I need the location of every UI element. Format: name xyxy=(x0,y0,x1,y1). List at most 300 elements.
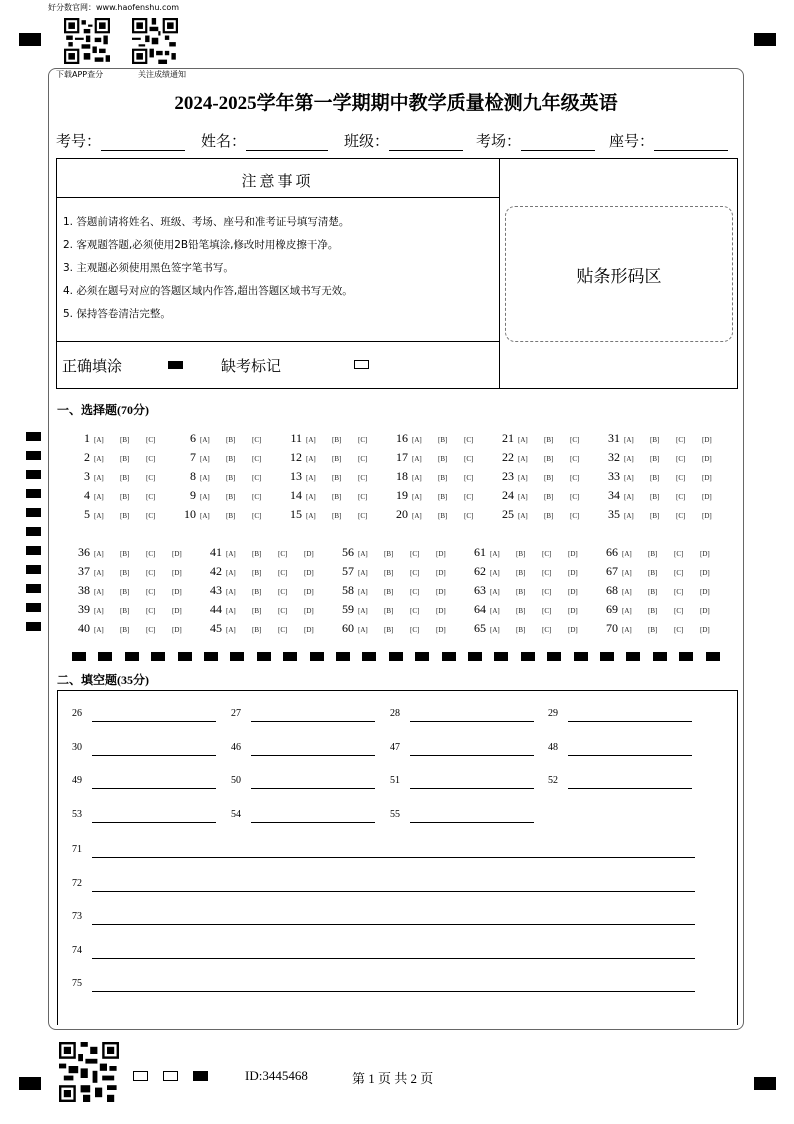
question-row xyxy=(598,431,728,446)
answer-bubble-c[interactable]: [C] xyxy=(278,607,288,615)
answer-bubble-c[interactable]: [C] xyxy=(146,607,156,615)
question-row xyxy=(280,507,384,522)
answer-bubble-b[interactable]: [B] xyxy=(226,512,236,520)
answer-bubble-d[interactable]: [D] xyxy=(172,607,182,615)
answer-bubble-c[interactable]: [C] xyxy=(146,512,156,520)
answer-bubble-c[interactable]: [C] xyxy=(570,474,580,482)
fill-answer-line[interactable] xyxy=(251,822,375,823)
answer-bubble-a[interactable]: [A] xyxy=(226,588,236,596)
question-row xyxy=(174,431,278,446)
answer-bubble-b[interactable]: [B] xyxy=(544,512,554,520)
answer-bubble-c[interactable]: [C] xyxy=(410,607,420,615)
fill-answer-line[interactable] xyxy=(251,721,375,722)
question-row xyxy=(280,469,384,484)
question-row xyxy=(598,469,728,484)
answer-bubble-b[interactable]: [B] xyxy=(648,550,658,558)
answer-bubble-b[interactable]: [B] xyxy=(252,569,262,577)
page-marker-filled xyxy=(193,1071,208,1081)
answer-bubble-a[interactable]: [A] xyxy=(200,436,210,444)
fill-answer-line[interactable] xyxy=(92,991,695,992)
answer-bubble-a[interactable]: [A] xyxy=(94,626,104,634)
answer-bubble-a[interactable]: [A] xyxy=(624,474,634,482)
fill-answer-line[interactable] xyxy=(92,822,216,823)
fill-answer-line[interactable] xyxy=(92,891,695,892)
answer-bubble-b[interactable]: [B] xyxy=(544,455,554,463)
answer-bubble-b[interactable]: [B] xyxy=(226,474,236,482)
answer-bubble-b[interactable]: [B] xyxy=(120,588,130,596)
answer-bubble-b[interactable]: [B] xyxy=(384,550,394,558)
answer-bubble-c[interactable]: [C] xyxy=(542,626,552,634)
answer-bubble-b[interactable]: [B] xyxy=(438,512,448,520)
answer-bubble-b[interactable]: [B] xyxy=(544,474,554,482)
answer-bubble-a[interactable]: [A] xyxy=(226,550,236,558)
question-row xyxy=(598,450,728,465)
answer-bubble-b[interactable]: [B] xyxy=(252,550,262,558)
answer-bubble-b[interactable]: [B] xyxy=(384,626,394,634)
answer-bubble-d[interactable]: [D] xyxy=(700,626,710,634)
answer-bubble-c[interactable]: [C] xyxy=(358,512,368,520)
answer-bubble-c[interactable]: [C] xyxy=(464,493,474,501)
answer-bubble-a[interactable]: [A] xyxy=(200,512,210,520)
answer-bubble-c[interactable]: [C] xyxy=(358,474,368,482)
answer-bubble-b[interactable]: [B] xyxy=(516,626,526,634)
question-number: 68 xyxy=(606,583,618,597)
answer-bubble-b[interactable]: [B] xyxy=(226,436,236,444)
answer-bubble-c[interactable]: [C] xyxy=(252,493,262,501)
answer-bubble-b[interactable]: [B] xyxy=(516,607,526,615)
answer-bubble-b[interactable]: [B] xyxy=(384,588,394,596)
question-row xyxy=(68,450,172,465)
timing-dash xyxy=(600,652,614,661)
answer-bubble-c[interactable]: [C] xyxy=(410,626,420,634)
answer-bubble-d[interactable]: [D] xyxy=(436,569,446,577)
answer-bubble-c[interactable]: [C] xyxy=(570,512,580,520)
timing-marker xyxy=(26,508,41,517)
answer-bubble-a[interactable]: [A] xyxy=(94,607,104,615)
answer-bubble-b[interactable]: [B] xyxy=(120,569,130,577)
answer-bubble-a[interactable]: [A] xyxy=(490,607,500,615)
answer-bubble-b[interactable]: [B] xyxy=(650,455,660,463)
question-row xyxy=(386,488,490,503)
answer-bubble-c[interactable]: [C] xyxy=(542,569,552,577)
fill-answer-line[interactable] xyxy=(410,788,534,789)
question-row xyxy=(200,545,330,560)
question-row xyxy=(68,488,172,503)
answer-bubble-b[interactable]: [B] xyxy=(120,550,130,558)
answer-bubble-d[interactable]: [D] xyxy=(436,626,446,634)
answer-bubble-b[interactable]: [B] xyxy=(650,436,660,444)
answer-bubble-a[interactable]: [A] xyxy=(358,607,368,615)
answer-bubble-b[interactable]: [B] xyxy=(516,550,526,558)
answer-bubble-a[interactable]: [A] xyxy=(358,626,368,634)
answer-bubble-a[interactable]: [A] xyxy=(490,550,500,558)
answer-bubble-d[interactable]: [D] xyxy=(700,588,710,596)
question-number: 1 xyxy=(84,431,90,445)
answer-bubble-a[interactable]: [A] xyxy=(622,607,632,615)
answer-bubble-a[interactable]: [A] xyxy=(226,626,236,634)
fill-answer-line[interactable] xyxy=(92,857,695,858)
class-field[interactable] xyxy=(344,130,463,151)
answer-bubble-b[interactable]: [B] xyxy=(650,493,660,501)
answer-bubble-c[interactable]: [C] xyxy=(278,588,288,596)
question-row xyxy=(598,507,728,522)
answer-bubble-a[interactable]: [A] xyxy=(412,436,422,444)
question-number: 3 xyxy=(84,469,90,483)
barcode-label: 贴条形码区 xyxy=(576,266,662,287)
answer-bubble-c[interactable]: [C] xyxy=(570,493,580,501)
answer-bubble-d[interactable]: [D] xyxy=(702,512,712,520)
answer-bubble-c[interactable]: [C] xyxy=(676,436,686,444)
answer-bubble-b[interactable]: [B] xyxy=(120,474,130,482)
page-marker-empty xyxy=(163,1071,178,1081)
fill-question-number: 54 xyxy=(231,808,241,820)
question-row xyxy=(464,602,594,617)
answer-bubble-d[interactable]: [D] xyxy=(304,569,314,577)
answer-bubble-a[interactable]: [A] xyxy=(94,436,104,444)
answer-bubble-a[interactable]: [A] xyxy=(624,512,634,520)
answer-bubble-c[interactable]: [C] xyxy=(252,455,262,463)
answer-bubble-d[interactable]: [D] xyxy=(172,626,182,634)
answer-bubble-d[interactable]: [D] xyxy=(172,588,182,596)
answer-bubble-c[interactable]: [C] xyxy=(252,474,262,482)
timing-dash xyxy=(257,652,271,661)
corner-marker xyxy=(19,33,41,46)
answer-bubble-d[interactable]: [D] xyxy=(304,626,314,634)
answer-bubble-a[interactable]: [A] xyxy=(94,588,104,596)
answer-bubble-a[interactable]: [A] xyxy=(306,474,316,482)
answer-bubble-c[interactable]: [C] xyxy=(464,455,474,463)
answer-bubble-b[interactable]: [B] xyxy=(648,588,658,596)
answer-bubble-b[interactable]: [B] xyxy=(332,474,342,482)
answer-bubble-a[interactable]: [A] xyxy=(518,493,528,501)
exam-number-field[interactable] xyxy=(56,130,185,151)
answer-bubble-d[interactable]: [D] xyxy=(568,626,578,634)
answer-bubble-a[interactable]: [A] xyxy=(518,512,528,520)
answer-bubble-d[interactable]: [D] xyxy=(436,607,446,615)
answer-bubble-b[interactable]: [B] xyxy=(120,626,130,634)
answer-bubble-c[interactable]: [C] xyxy=(542,607,552,615)
answer-bubble-c[interactable]: [C] xyxy=(464,474,474,482)
answer-bubble-a[interactable]: [A] xyxy=(94,493,104,501)
answer-bubble-b[interactable]: [B] xyxy=(332,512,342,520)
timing-dash xyxy=(468,652,482,661)
answer-bubble-c[interactable]: [C] xyxy=(358,455,368,463)
timing-marker xyxy=(26,470,41,479)
answer-bubble-d[interactable]: [D] xyxy=(304,588,314,596)
answer-bubble-b[interactable]: [B] xyxy=(332,436,342,444)
page-marker-empty xyxy=(133,1071,148,1081)
timing-dash xyxy=(706,652,720,661)
answer-bubble-a[interactable]: [A] xyxy=(94,474,104,482)
answer-bubble-c[interactable]: [C] xyxy=(358,436,368,444)
question-number: 60 xyxy=(342,621,354,635)
answer-bubble-a[interactable]: [A] xyxy=(358,569,368,577)
fill-answer-line[interactable] xyxy=(251,755,375,756)
question-row xyxy=(386,469,490,484)
fill-question-number: 30 xyxy=(72,741,82,753)
fill-answer-line[interactable] xyxy=(410,721,534,722)
fill-answer-line[interactable] xyxy=(92,755,216,756)
timing-marker xyxy=(26,603,41,612)
answer-bubble-d[interactable]: [D] xyxy=(436,588,446,596)
question-number: 70 xyxy=(606,621,618,635)
answer-bubble-c[interactable]: [C] xyxy=(410,588,420,596)
name-field[interactable] xyxy=(201,130,328,151)
answer-bubble-a[interactable]: [A] xyxy=(624,455,634,463)
answer-bubble-b[interactable]: [B] xyxy=(252,626,262,634)
question-row xyxy=(596,602,726,617)
question-number: 69 xyxy=(606,602,618,616)
answer-bubble-c[interactable]: [C] xyxy=(674,607,684,615)
timing-dash xyxy=(626,652,640,661)
answer-bubble-c[interactable]: [C] xyxy=(252,436,262,444)
answer-bubble-b[interactable]: [B] xyxy=(650,474,660,482)
answer-bubble-d[interactable]: [D] xyxy=(700,569,710,577)
answer-bubble-a[interactable]: [A] xyxy=(622,569,632,577)
answer-bubble-b[interactable]: [B] xyxy=(516,569,526,577)
timing-marker xyxy=(26,622,41,631)
timing-dash xyxy=(204,652,218,661)
answer-bubble-b[interactable]: [B] xyxy=(648,569,658,577)
fill-answer-line[interactable] xyxy=(92,958,695,959)
answer-bubble-c[interactable]: [C] xyxy=(410,550,420,558)
exam-title: 2024-2025学年第一学期期中教学质量检测九年级英语 xyxy=(174,93,618,114)
fill-answer-line[interactable] xyxy=(251,788,375,789)
answer-bubble-b[interactable]: [B] xyxy=(252,588,262,596)
answer-bubble-a[interactable]: [A] xyxy=(306,436,316,444)
answer-bubble-d[interactable]: [D] xyxy=(702,474,712,482)
answer-bubble-d[interactable]: [D] xyxy=(700,550,710,558)
answer-bubble-a[interactable]: [A] xyxy=(94,550,104,558)
answer-bubble-c[interactable]: [C] xyxy=(146,569,156,577)
answer-bubble-b[interactable]: [B] xyxy=(332,455,342,463)
question-row xyxy=(200,564,330,579)
answer-bubble-a[interactable]: [A] xyxy=(622,550,632,558)
answer-bubble-c[interactable]: [C] xyxy=(146,550,156,558)
answer-bubble-a[interactable]: [A] xyxy=(412,493,422,501)
answer-bubble-a[interactable]: [A] xyxy=(94,512,104,520)
answer-bubble-b[interactable]: [B] xyxy=(332,493,342,501)
answer-bubble-d[interactable]: [D] xyxy=(436,550,446,558)
answer-bubble-d[interactable]: [D] xyxy=(700,607,710,615)
timing-dash xyxy=(547,652,561,661)
fill-answer-line[interactable] xyxy=(92,924,695,925)
answer-bubble-b[interactable]: [B] xyxy=(384,607,394,615)
answer-bubble-a[interactable]: [A] xyxy=(358,550,368,558)
answer-bubble-b[interactable]: [B] xyxy=(120,455,130,463)
answer-bubble-c[interactable]: [C] xyxy=(146,588,156,596)
answer-bubble-a[interactable]: [A] xyxy=(94,455,104,463)
answer-bubble-a[interactable]: [A] xyxy=(306,512,316,520)
answer-bubble-d[interactable]: [D] xyxy=(568,588,578,596)
answer-bubble-c[interactable]: [C] xyxy=(542,588,552,596)
answer-bubble-c[interactable]: [C] xyxy=(410,569,420,577)
answer-bubble-c[interactable]: [C] xyxy=(278,569,288,577)
fill-answer-line[interactable] xyxy=(92,788,216,789)
answer-bubble-b[interactable]: [B] xyxy=(648,607,658,615)
answer-bubble-a[interactable]: [A] xyxy=(518,436,528,444)
answer-bubble-c[interactable]: [C] xyxy=(146,493,156,501)
answer-bubble-a[interactable]: [A] xyxy=(412,512,422,520)
question-row xyxy=(464,545,594,560)
answer-bubble-c[interactable]: [C] xyxy=(674,569,684,577)
answer-bubble-a[interactable]: [A] xyxy=(200,474,210,482)
fill-question-number: 47 xyxy=(390,741,400,753)
answer-bubble-a[interactable]: [A] xyxy=(306,493,316,501)
answer-bubble-d[interactable]: [D] xyxy=(172,550,182,558)
answer-bubble-b[interactable]: [B] xyxy=(120,512,130,520)
question-row xyxy=(492,431,596,446)
answer-bubble-b[interactable]: [B] xyxy=(120,436,130,444)
timing-marker xyxy=(26,527,41,536)
question-row xyxy=(492,488,596,503)
answer-bubble-a[interactable]: [A] xyxy=(518,474,528,482)
answer-bubble-c[interactable]: [C] xyxy=(674,550,684,558)
answer-bubble-d[interactable]: [D] xyxy=(304,550,314,558)
exam-room-field[interactable] xyxy=(476,130,595,151)
timing-dash xyxy=(98,652,112,661)
answer-bubble-a[interactable]: [A] xyxy=(358,588,368,596)
answer-bubble-c[interactable]: [C] xyxy=(676,512,686,520)
question-row xyxy=(492,450,596,465)
answer-bubble-b[interactable]: [B] xyxy=(438,455,448,463)
question-number: 37 xyxy=(78,564,90,578)
answer-bubble-d[interactable]: [D] xyxy=(702,493,712,501)
question-number: 10 xyxy=(184,507,196,521)
fill-question-number: 46 xyxy=(231,741,241,753)
answer-bubble-d[interactable]: [D] xyxy=(702,455,712,463)
answer-bubble-d[interactable]: [D] xyxy=(568,569,578,577)
question-number: 24 xyxy=(502,488,514,502)
answer-bubble-d[interactable]: [D] xyxy=(568,607,578,615)
answer-bubble-b[interactable]: [B] xyxy=(226,455,236,463)
fill-question-number: 53 xyxy=(72,808,82,820)
answer-bubble-c[interactable]: [C] xyxy=(278,550,288,558)
fill-question-number: 55 xyxy=(390,808,400,820)
answer-bubble-c[interactable]: [C] xyxy=(676,474,686,482)
timing-dash xyxy=(574,652,588,661)
fill-answer-line[interactable] xyxy=(568,721,692,722)
answer-bubble-b[interactable]: [B] xyxy=(226,493,236,501)
answer-bubble-b[interactable]: [B] xyxy=(384,569,394,577)
answer-bubble-b[interactable]: [B] xyxy=(516,588,526,596)
answer-bubble-a[interactable]: [A] xyxy=(306,455,316,463)
answer-bubble-a[interactable]: [A] xyxy=(490,569,500,577)
question-number: 41 xyxy=(210,545,222,559)
answer-bubble-a[interactable]: [A] xyxy=(622,588,632,596)
timing-dash xyxy=(310,652,324,661)
answer-bubble-c[interactable]: [C] xyxy=(358,493,368,501)
answer-bubble-a[interactable]: [A] xyxy=(490,588,500,596)
fill-answer-line[interactable] xyxy=(410,755,534,756)
answer-bubble-a[interactable]: [A] xyxy=(490,626,500,634)
answer-bubble-c[interactable]: [C] xyxy=(252,512,262,520)
notice-item: 2. 客观题答题,必须使用2B铅笔填涂,修改时用橡皮擦干净。 xyxy=(63,239,339,251)
answer-bubble-c[interactable]: [C] xyxy=(278,626,288,634)
answer-bubble-c[interactable]: [C] xyxy=(676,455,686,463)
answer-bubble-c[interactable]: [C] xyxy=(464,512,474,520)
question-row xyxy=(492,469,596,484)
timing-marker xyxy=(26,432,41,441)
answer-bubble-a[interactable]: [A] xyxy=(412,474,422,482)
answer-bubble-c[interactable]: [C] xyxy=(146,474,156,482)
answer-bubble-b[interactable]: [B] xyxy=(252,607,262,615)
answer-bubble-b[interactable]: [B] xyxy=(120,493,130,501)
timing-dash xyxy=(415,652,429,661)
fill-answer-line[interactable] xyxy=(568,755,692,756)
answer-bubble-a[interactable]: [A] xyxy=(200,455,210,463)
notice-divider xyxy=(499,158,500,389)
question-number: 11 xyxy=(290,431,302,445)
question-number: 14 xyxy=(290,488,302,502)
answer-bubble-d[interactable]: [D] xyxy=(702,436,712,444)
answer-bubble-b[interactable]: [B] xyxy=(650,512,660,520)
fill-question-number: 26 xyxy=(72,708,82,719)
question-number: 34 xyxy=(608,488,620,502)
answer-bubble-c[interactable]: [C] xyxy=(676,493,686,501)
question-row xyxy=(200,602,330,617)
question-number: 43 xyxy=(210,583,222,597)
question-number: 8 xyxy=(190,469,196,483)
answer-bubble-c[interactable]: [C] xyxy=(674,626,684,634)
answer-bubble-d[interactable]: [D] xyxy=(568,550,578,558)
answer-bubble-b[interactable]: [B] xyxy=(544,493,554,501)
answer-bubble-c[interactable]: [C] xyxy=(570,436,580,444)
answer-bubble-c[interactable]: [C] xyxy=(570,455,580,463)
answer-bubble-c[interactable]: [C] xyxy=(146,455,156,463)
answer-bubble-a[interactable]: [A] xyxy=(412,455,422,463)
timing-dash xyxy=(336,652,350,661)
question-row xyxy=(68,545,198,560)
fill-answer-line[interactable] xyxy=(568,788,692,789)
notice-item: 1. 答题前请将姓名、班级、考场、座号和准考证号填写清楚。 xyxy=(63,216,350,228)
answer-bubble-c[interactable]: [C] xyxy=(542,550,552,558)
answer-bubble-a[interactable]: [A] xyxy=(200,493,210,501)
answer-bubble-b[interactable]: [B] xyxy=(438,436,448,444)
answer-bubble-b[interactable]: [B] xyxy=(120,607,130,615)
notice-list xyxy=(63,211,353,326)
question-row xyxy=(174,469,278,484)
fill-answer-line[interactable] xyxy=(92,721,216,722)
answer-bubble-d[interactable]: [D] xyxy=(304,607,314,615)
timing-marker xyxy=(26,565,41,574)
answer-bubble-b[interactable]: [B] xyxy=(438,493,448,501)
answer-bubble-b[interactable]: [B] xyxy=(648,626,658,634)
answer-bubble-a[interactable]: [A] xyxy=(624,493,634,501)
answer-bubble-d[interactable]: [D] xyxy=(172,569,182,577)
question-row xyxy=(464,564,594,579)
answer-bubble-a[interactable]: [A] xyxy=(226,607,236,615)
answer-bubble-c[interactable]: [C] xyxy=(464,436,474,444)
question-number: 16 xyxy=(396,431,408,445)
answer-bubble-c[interactable]: [C] xyxy=(146,436,156,444)
answer-bubble-a[interactable]: [A] xyxy=(624,436,634,444)
fill-answer-line[interactable] xyxy=(410,822,534,823)
question-number: 7 xyxy=(190,450,196,464)
name-label: 姓名： xyxy=(201,132,247,150)
answer-bubble-a[interactable]: [A] xyxy=(226,569,236,577)
answer-bubble-c[interactable]: [C] xyxy=(146,626,156,634)
absent-mark-checkbox[interactable] xyxy=(354,360,369,369)
answer-bubble-a[interactable]: [A] xyxy=(518,455,528,463)
seat-number-field[interactable] xyxy=(609,130,728,151)
answer-bubble-c[interactable]: [C] xyxy=(674,588,684,596)
answer-bubble-a[interactable]: [A] xyxy=(622,626,632,634)
answer-bubble-a[interactable]: [A] xyxy=(94,569,104,577)
question-row xyxy=(68,621,198,636)
answer-bubble-b[interactable]: [B] xyxy=(544,436,554,444)
answer-bubble-b[interactable]: [B] xyxy=(438,474,448,482)
